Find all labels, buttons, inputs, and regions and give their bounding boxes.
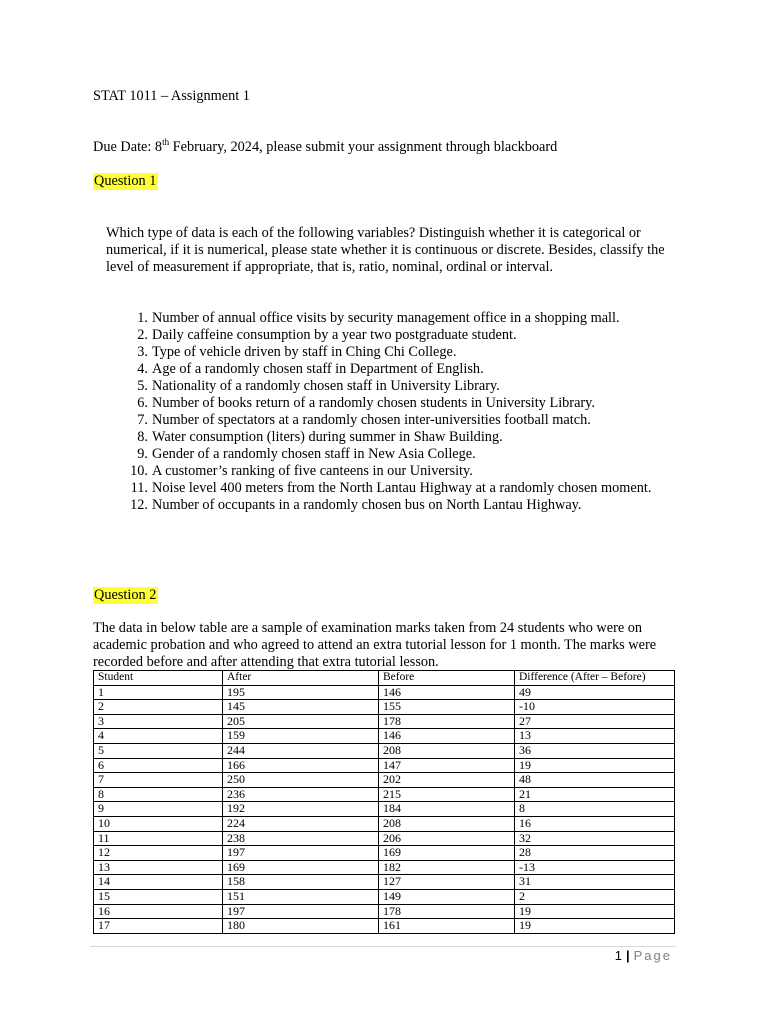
list-item-number: 5. [137,378,148,394]
column-header-after: After [223,671,379,686]
cell-before: 161 [379,919,515,934]
cell-student: 6 [94,758,223,773]
list-item-number: 8. [137,429,148,445]
list-item-text: Daily caffeine consumption by a year two postgraduate student. [152,327,517,343]
list-item [126,361,671,378]
list-item-text: Water consumption (liters) during summer in Shaw Building. [152,429,503,445]
table-row [94,700,675,715]
cell-difference: 16 [515,816,675,831]
cell-after: 169 [223,860,379,875]
table-row [94,860,675,875]
cell-after: 159 [223,729,379,744]
column-header-student: Student [94,671,223,686]
table-row [94,743,675,758]
list-item [126,395,671,412]
table-row [94,758,675,773]
cell-after: 244 [223,743,379,758]
cell-difference: 19 [515,758,675,773]
list-item-text: Type of vehicle driven by staff in Ching Chi College. [152,344,457,360]
cell-student: 8 [94,787,223,802]
list-item [126,412,671,429]
cell-before: 155 [379,700,515,715]
cell-student: 14 [94,875,223,890]
cell-before: 206 [379,831,515,846]
cell-difference: 48 [515,773,675,788]
cell-difference: -13 [515,860,675,875]
cell-student: 1 [94,685,223,700]
cell-difference: 27 [515,714,675,729]
table-row [94,919,675,934]
cell-student: 9 [94,802,223,817]
list-item-number: 9. [137,446,148,462]
list-item-number: 4. [137,361,148,377]
cell-before: 146 [379,729,515,744]
table-row [94,714,675,729]
cell-student: 12 [94,846,223,861]
list-item-number: 7. [137,412,148,428]
cell-before: 184 [379,802,515,817]
assignment-title: STAT 1011 – Assignment 1 [93,88,250,104]
cell-before: 178 [379,714,515,729]
exam-marks-table [93,670,675,934]
list-item [126,497,671,514]
cell-before: 208 [379,743,515,758]
list-item-text: Number of spectators at a randomly chosen inter-universities football match. [152,412,591,428]
cell-after: 195 [223,685,379,700]
due-date-ordinal: th [162,137,170,147]
cell-after: 250 [223,773,379,788]
cell-after: 166 [223,758,379,773]
list-item [126,480,671,497]
table-row [94,904,675,919]
due-date-suffix: February, 2024, please submit your assignment through blackboard [169,139,558,155]
cell-before: 215 [379,787,515,802]
cell-difference: 19 [515,919,675,934]
question-1-instructions: Which type of data is each of the following variables? Distinguish whether it is categorical or numerical, if it is numerical, please state whether it is continuous or discrete. Besides, classify the level of measurement if appropriate, that is, ratio, nominal, ordinal or interval. [106,225,665,275]
cell-difference: 28 [515,846,675,861]
list-item-number: 10. [130,463,148,479]
cell-student: 11 [94,831,223,846]
table-row [94,685,675,700]
list-item-text: Number of occupants in a randomly chosen bus on North Lantau Highway. [152,497,582,513]
footer-divider [90,946,676,947]
cell-student: 17 [94,919,223,934]
cell-student: 5 [94,743,223,758]
column-header-difference: Difference (After – Before) [515,671,675,686]
table-row [94,846,675,861]
table-row [94,831,675,846]
page-footer [615,948,672,964]
table-row [94,787,675,802]
list-item-number: 3. [137,344,148,360]
cell-after: 236 [223,787,379,802]
cell-before: 127 [379,875,515,890]
list-item [126,327,671,344]
list-item-text: Number of books return of a randomly chosen students in University Library. [152,395,595,411]
list-item-number: 6. [137,395,148,411]
cell-student: 2 [94,700,223,715]
list-item-number: 11. [130,480,148,496]
cell-after: 205 [223,714,379,729]
cell-before: 208 [379,816,515,831]
table-row [94,816,675,831]
list-item-text: Nationality of a randomly chosen staff in University Library. [152,378,500,394]
cell-after: 238 [223,831,379,846]
cell-after: 158 [223,875,379,890]
cell-before: 169 [379,846,515,861]
question-2-heading: Question 2 [94,587,157,603]
cell-before: 147 [379,758,515,773]
cell-before: 146 [379,685,515,700]
cell-before: 149 [379,889,515,904]
cell-after: 151 [223,889,379,904]
list-item-text: A customer’s ranking of five canteens in our University. [152,463,473,479]
cell-difference: -10 [515,700,675,715]
footer-separator: | [625,948,630,963]
page-label: Page [633,948,672,963]
table-row [94,875,675,890]
list-item [126,378,671,395]
list-item-number: 1. [137,310,148,326]
question-2-description: The data in below table are a sample of examination marks taken from 24 students who were on academic probation and who agreed to attend an extra tutorial lesson for 1 month. The marks were recorded before and after attending that extra tutorial lesson. [93,620,657,670]
cell-student: 16 [94,904,223,919]
cell-after: 197 [223,904,379,919]
cell-difference: 32 [515,831,675,846]
list-item-text: Age of a randomly chosen staff in Department of English. [152,361,484,377]
cell-difference: 49 [515,685,675,700]
question-1-heading: Question 1 [94,173,157,189]
table-row [94,773,675,788]
column-header-before: Before [379,671,515,686]
cell-student: 10 [94,816,223,831]
cell-before: 202 [379,773,515,788]
cell-student: 7 [94,773,223,788]
cell-difference: 19 [515,904,675,919]
due-date-line [93,139,557,156]
table-row [94,729,675,744]
cell-after: 224 [223,816,379,831]
list-item-text: Noise level 400 meters from the North Lantau Highway at a randomly chosen moment. [152,480,652,496]
question-1-variable-list [126,310,671,514]
table-row [94,889,675,904]
list-item [126,310,671,327]
cell-difference: 36 [515,743,675,758]
list-item-text: Gender of a randomly chosen staff in New Asia College. [152,446,476,462]
due-date-prefix: Due Date: 8 [93,139,163,155]
cell-after: 192 [223,802,379,817]
cell-difference: 8 [515,802,675,817]
cell-after: 197 [223,846,379,861]
table-header-row [94,671,675,686]
list-item-text: Number of annual office visits by security management office in a shopping mall. [152,310,620,326]
cell-difference: 21 [515,787,675,802]
list-item-number: 2. [137,327,148,343]
cell-difference: 31 [515,875,675,890]
list-item [126,344,671,361]
list-item-number: 12. [130,497,148,513]
table-body [94,685,675,933]
cell-student: 13 [94,860,223,875]
cell-after: 180 [223,919,379,934]
list-item [126,463,671,480]
cell-after: 145 [223,700,379,715]
cell-student: 15 [94,889,223,904]
table-row [94,802,675,817]
list-item [126,429,671,446]
cell-before: 182 [379,860,515,875]
cell-student: 4 [94,729,223,744]
cell-difference: 2 [515,889,675,904]
page-number: 1 [614,948,622,963]
cell-difference: 13 [515,729,675,744]
cell-student: 3 [94,714,223,729]
list-item [126,446,671,463]
cell-before: 178 [379,904,515,919]
